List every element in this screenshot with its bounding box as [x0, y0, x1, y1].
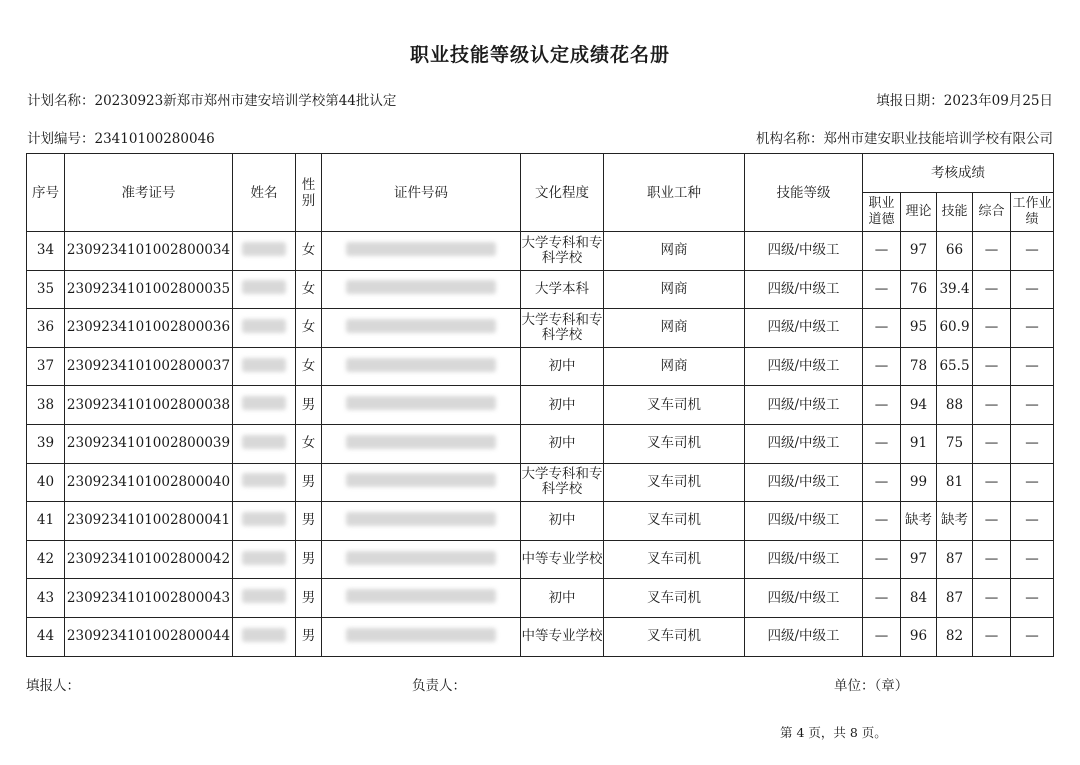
cell-work-performance: — — [1011, 270, 1054, 309]
cell-gender: 男 — [296, 579, 322, 618]
header-scores-group: 考核成绩 — [863, 154, 1054, 193]
table-row — [27, 347, 1054, 386]
redacted-blur — [346, 396, 496, 410]
cell-skill: 88 — [937, 386, 973, 425]
cell-seq: 42 — [27, 540, 65, 579]
cell-ethics: — — [863, 309, 901, 348]
cell-seq: 36 — [27, 309, 65, 348]
cell-exam-id: 2309234101002800035 — [65, 270, 233, 309]
redacted-blur — [242, 435, 286, 449]
cell-name-redacted — [233, 424, 296, 463]
cell-work-performance: — — [1011, 463, 1054, 502]
cell-education: 初中 — [521, 347, 604, 386]
cell-exam-id: 2309234101002800036 — [65, 309, 233, 348]
cell-exam-id: 2309234101002800040 — [65, 463, 233, 502]
cell-skill-level: 四级/中级工 — [745, 347, 863, 386]
cell-occupation: 网商 — [604, 270, 745, 309]
cell-gender: 男 — [296, 502, 322, 541]
unit-stamp-label: 单位：（章） — [834, 678, 909, 694]
redacted-blur — [242, 512, 286, 526]
cell-work-performance: — — [1011, 424, 1054, 463]
cell-name-redacted — [233, 347, 296, 386]
header-skill-level: 技能等级 — [745, 154, 863, 232]
table-row — [27, 270, 1054, 309]
cell-education: 大学专科和专科学校 — [521, 463, 604, 502]
cell-seq: 39 — [27, 424, 65, 463]
cell-gender: 女 — [296, 232, 322, 271]
table-row — [27, 463, 1054, 502]
cell-theory: 97 — [901, 540, 937, 579]
header-seq: 序号 — [27, 154, 65, 232]
cell-skill-level: 四级/中级工 — [745, 424, 863, 463]
cell-skill: 87 — [937, 579, 973, 618]
cell-skill: 66 — [937, 232, 973, 271]
cell-skill-level: 四级/中级工 — [745, 309, 863, 348]
cell-ethics: — — [863, 347, 901, 386]
cell-skill: 65.5 — [937, 347, 973, 386]
cell-occupation: 叉车司机 — [604, 386, 745, 425]
reporter-label: 填报人： — [26, 678, 80, 694]
cell-exam-id: 2309234101002800042 — [65, 540, 233, 579]
table-row — [27, 617, 1054, 656]
table-row — [27, 232, 1054, 271]
cell-id-number-redacted — [322, 270, 521, 309]
header-theory: 理论 — [901, 193, 937, 232]
cell-exam-id: 2309234101002800043 — [65, 579, 233, 618]
cell-exam-id: 2309234101002800044 — [65, 617, 233, 656]
org-name: 机构名称：郑州市建安职业技能培训学校有限公司 — [756, 131, 1053, 147]
cell-ethics: — — [863, 617, 901, 656]
cell-skill-level: 四级/中级工 — [745, 579, 863, 618]
cell-name-redacted — [233, 309, 296, 348]
table-row — [27, 579, 1054, 618]
header-skill: 技能 — [937, 193, 973, 232]
cell-education: 初中 — [521, 502, 604, 541]
redacted-blur — [242, 396, 286, 410]
fill-date: 填报日期：2023年09月25日 — [876, 93, 1053, 109]
header-name: 姓名 — [233, 154, 296, 232]
header-id-number: 证件号码 — [322, 154, 521, 232]
cell-work-performance: — — [1011, 617, 1054, 656]
table-row — [27, 540, 1054, 579]
table-row — [27, 424, 1054, 463]
cell-education: 大学专科和专科学校 — [521, 232, 604, 271]
cell-seq: 43 — [27, 579, 65, 618]
cell-education: 初中 — [521, 386, 604, 425]
cell-gender: 女 — [296, 309, 322, 348]
cell-name-redacted — [233, 540, 296, 579]
cell-work-performance: — — [1011, 232, 1054, 271]
cell-skill: 82 — [937, 617, 973, 656]
cell-comprehensive: — — [973, 579, 1011, 618]
cell-name-redacted — [233, 617, 296, 656]
cell-name-redacted — [233, 386, 296, 425]
cell-seq: 40 — [27, 463, 65, 502]
cell-skill-level: 四级/中级工 — [745, 232, 863, 271]
cell-comprehensive: — — [973, 347, 1011, 386]
cell-theory: 97 — [901, 232, 937, 271]
header-exam-id: 准考证号 — [65, 154, 233, 232]
cell-id-number-redacted — [322, 540, 521, 579]
cell-ethics: — — [863, 270, 901, 309]
cell-theory: 76 — [901, 270, 937, 309]
cell-skill-level: 四级/中级工 — [745, 540, 863, 579]
cell-comprehensive: — — [973, 463, 1011, 502]
cell-ethics: — — [863, 463, 901, 502]
cell-gender: 男 — [296, 540, 322, 579]
cell-seq: 35 — [27, 270, 65, 309]
cell-comprehensive: — — [973, 424, 1011, 463]
cell-gender: 男 — [296, 386, 322, 425]
cell-exam-id: 2309234101002800041 — [65, 502, 233, 541]
cell-ethics: — — [863, 502, 901, 541]
cell-work-performance: — — [1011, 502, 1054, 541]
cell-name-redacted — [233, 502, 296, 541]
cell-education: 中等专业学校 — [521, 617, 604, 656]
cell-education: 大学本科 — [521, 270, 604, 309]
cell-id-number-redacted — [322, 579, 521, 618]
table-row — [27, 309, 1054, 348]
cell-occupation: 叉车司机 — [604, 463, 745, 502]
responsible-label: 负责人： — [412, 678, 466, 694]
cell-education: 中等专业学校 — [521, 540, 604, 579]
cell-skill: 81 — [937, 463, 973, 502]
cell-work-performance: — — [1011, 386, 1054, 425]
cell-ethics: — — [863, 540, 901, 579]
cell-skill: 75 — [937, 424, 973, 463]
redacted-blur — [346, 280, 496, 294]
cell-comprehensive: — — [973, 540, 1011, 579]
redacted-blur — [242, 628, 286, 642]
cell-skill-level: 四级/中级工 — [745, 617, 863, 656]
redacted-blur — [346, 242, 496, 256]
header-gender: 性别 — [296, 154, 322, 232]
redacted-blur — [346, 589, 496, 603]
cell-occupation: 叉车司机 — [604, 540, 745, 579]
redacted-blur — [346, 551, 496, 565]
cell-occupation: 网商 — [604, 232, 745, 271]
cell-education: 初中 — [521, 424, 604, 463]
cell-gender: 女 — [296, 424, 322, 463]
cell-theory: 99 — [901, 463, 937, 502]
redacted-blur — [242, 319, 286, 333]
cell-id-number-redacted — [322, 386, 521, 425]
cell-work-performance: — — [1011, 347, 1054, 386]
cell-comprehensive: — — [973, 386, 1011, 425]
redacted-blur — [346, 435, 496, 449]
cell-theory: 84 — [901, 579, 937, 618]
cell-work-performance: — — [1011, 309, 1054, 348]
cell-id-number-redacted — [322, 347, 521, 386]
cell-id-number-redacted — [322, 309, 521, 348]
document-title: 职业技能等级认定成绩花名册 — [409, 44, 670, 66]
cell-comprehensive: — — [973, 309, 1011, 348]
redacted-blur — [242, 589, 286, 603]
header-education: 文化程度 — [521, 154, 604, 232]
score-roster-table — [26, 153, 1054, 657]
cell-theory: 95 — [901, 309, 937, 348]
cell-education: 初中 — [521, 579, 604, 618]
cell-comprehensive: — — [973, 502, 1011, 541]
header-comprehensive: 综合 — [973, 193, 1011, 232]
cell-seq: 34 — [27, 232, 65, 271]
cell-ethics: — — [863, 386, 901, 425]
cell-id-number-redacted — [322, 617, 521, 656]
cell-occupation: 叉车司机 — [604, 424, 745, 463]
cell-name-redacted — [233, 232, 296, 271]
redacted-blur — [346, 628, 496, 642]
cell-occupation: 网商 — [604, 347, 745, 386]
cell-skill: 缺考 — [937, 502, 973, 541]
redacted-blur — [346, 319, 496, 333]
header-occupation: 职业工种 — [604, 154, 745, 232]
cell-theory: 96 — [901, 617, 937, 656]
cell-id-number-redacted — [322, 502, 521, 541]
cell-comprehensive: — — [973, 617, 1011, 656]
cell-occupation: 叉车司机 — [604, 617, 745, 656]
table-row — [27, 502, 1054, 541]
cell-name-redacted — [233, 463, 296, 502]
redacted-blur — [242, 551, 286, 565]
cell-id-number-redacted — [322, 232, 521, 271]
cell-exam-id: 2309234101002800039 — [65, 424, 233, 463]
cell-theory: 94 — [901, 386, 937, 425]
table-row — [27, 386, 1054, 425]
cell-skill: 60.9 — [937, 309, 973, 348]
redacted-blur — [242, 358, 286, 372]
page-indicator: 第 4 页，共 8 页。 — [780, 725, 887, 740]
redacted-blur — [346, 512, 496, 526]
cell-skill: 39.4 — [937, 270, 973, 309]
cell-skill-level: 四级/中级工 — [745, 270, 863, 309]
roster-body — [27, 232, 1054, 657]
cell-seq: 37 — [27, 347, 65, 386]
redacted-blur — [346, 358, 496, 372]
cell-gender: 女 — [296, 270, 322, 309]
cell-gender: 男 — [296, 617, 322, 656]
cell-exam-id: 2309234101002800038 — [65, 386, 233, 425]
cell-ethics: — — [863, 424, 901, 463]
cell-ethics: — — [863, 232, 901, 271]
plan-name: 计划名称：20230923新郑市郑州市建安培训学校第44批认定 — [27, 93, 397, 109]
cell-name-redacted — [233, 579, 296, 618]
cell-exam-id: 2309234101002800034 — [65, 232, 233, 271]
redacted-blur — [242, 242, 286, 256]
cell-gender: 男 — [296, 463, 322, 502]
redacted-blur — [242, 280, 286, 294]
cell-education: 大学专科和专科学校 — [521, 309, 604, 348]
cell-skill: 87 — [937, 540, 973, 579]
cell-work-performance: — — [1011, 540, 1054, 579]
header-work-performance: 工作业绩 — [1011, 193, 1054, 232]
cell-comprehensive: — — [973, 232, 1011, 271]
cell-seq: 38 — [27, 386, 65, 425]
redacted-blur — [242, 473, 286, 487]
redacted-blur — [346, 473, 496, 487]
cell-name-redacted — [233, 270, 296, 309]
cell-id-number-redacted — [322, 463, 521, 502]
cell-work-performance: — — [1011, 579, 1054, 618]
cell-skill-level: 四级/中级工 — [745, 502, 863, 541]
cell-occupation: 叉车司机 — [604, 579, 745, 618]
cell-occupation: 叉车司机 — [604, 502, 745, 541]
cell-id-number-redacted — [322, 424, 521, 463]
cell-seq: 44 — [27, 617, 65, 656]
cell-theory: 缺考 — [901, 502, 937, 541]
cell-skill-level: 四级/中级工 — [745, 386, 863, 425]
plan-number: 计划编号：23410100280046 — [27, 131, 215, 147]
cell-comprehensive: — — [973, 270, 1011, 309]
cell-theory: 78 — [901, 347, 937, 386]
cell-exam-id: 2309234101002800037 — [65, 347, 233, 386]
header-ethics: 职业道德 — [863, 193, 901, 232]
cell-theory: 91 — [901, 424, 937, 463]
cell-skill-level: 四级/中级工 — [745, 463, 863, 502]
cell-ethics: — — [863, 579, 901, 618]
cell-occupation: 网商 — [604, 309, 745, 348]
cell-gender: 女 — [296, 347, 322, 386]
cell-seq: 41 — [27, 502, 65, 541]
